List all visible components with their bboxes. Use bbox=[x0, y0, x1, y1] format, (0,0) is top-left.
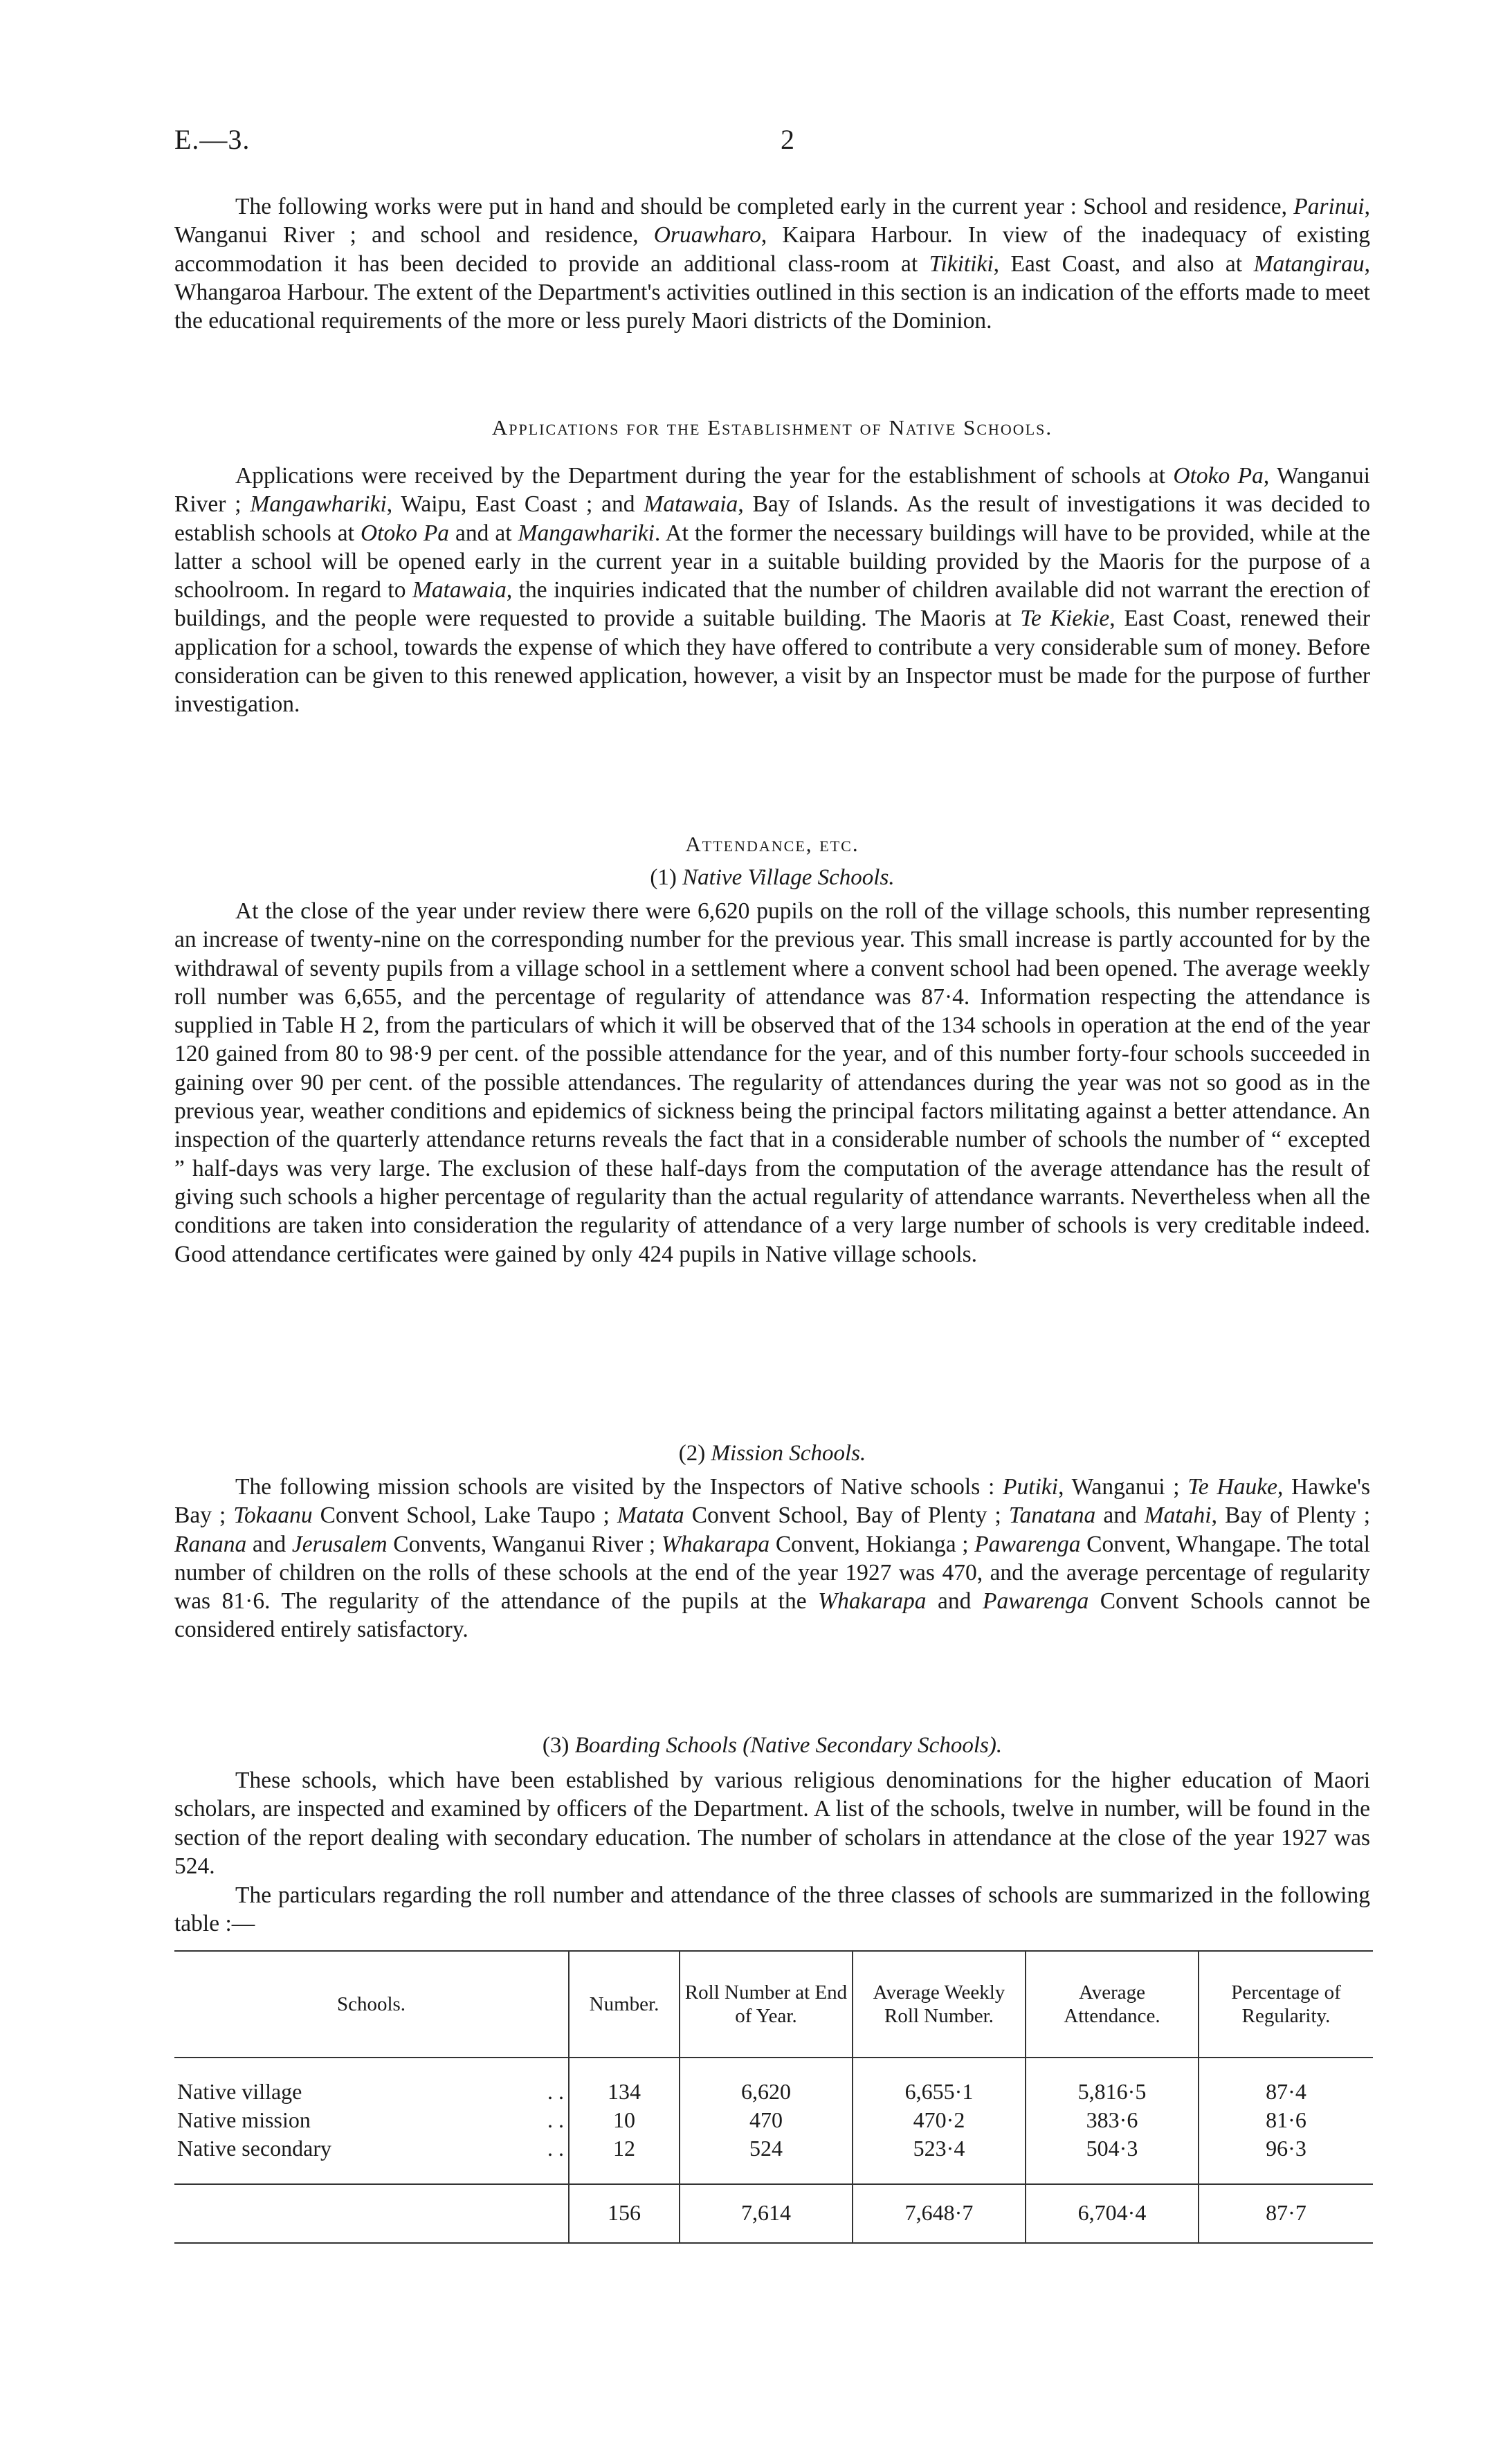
paragraph-boarding-schools bbox=[174, 1766, 1370, 1880]
total-weekly-cell: 7,648·7 bbox=[853, 2184, 1026, 2243]
table-row bbox=[174, 2106, 1373, 2134]
paragraph-village-schools bbox=[174, 897, 1370, 1269]
text-run: Convent School, Bay of Plenty ; bbox=[684, 1502, 1009, 1529]
italic-place-name: Te Kiekie bbox=[1020, 606, 1110, 632]
text-run: At the close of the year under review there were 6,620 pupils on the roll of the village schools, this number representing an increase of twenty-nine on the corresponding number for the previous year. This small increase is partly accounted for by the withdrawal of seventy pupils from a village school in a settlement where a convent school had been opened. The average weekly roll number was 6,655, and the percentage of regularity of attendance was 87·4. Information respecting the attendance is supplied in Table H 2, from the particulars of which it will be observed that of the 134 schools in operation at the end of the year 120 gained from 80 to 98·9 per cent. of the possible attendance for the year, and of this number forty-four schools succeeded in gaining over 90 per cent. of the possible attendances. The regularity of attendances during the year was not so good as in the previous year, weather conditions and epidemics of sickness being the principal factors militating against a better attendance. An inspection of the quarterly attendance returns reveals the fact that in a considerable number of schools the number of “ excepted ” half-days was very large. The exclusion of these half-days from the computation of the average attendance has the result of giving such schools a higher percentage of regularity than the actual regularity of attendance warrants. Nevertheless when all the conditions are taken into consideration the regularity of attendance of a very large number of schools is very creditable indeed. Good attendance certificates were gained by only 424 pupils in Native village schools. bbox=[174, 898, 1370, 1267]
text-run: The particulars regarding the roll number and attendance of the three classes of schools are summarized in the following table :— bbox=[174, 1882, 1370, 1937]
col-header-schools: Schools. bbox=[336, 1993, 406, 2015]
col-header-weekly: Average Weekly Roll Number. bbox=[853, 1951, 1026, 2058]
col-header-regularity: Percentage of Regularity. bbox=[1199, 1951, 1373, 2058]
text-run: , Waipu, East Coast ; and bbox=[386, 491, 644, 518]
text-run: , Bay of Islands. As the result of investigations it was decided to establish schools at bbox=[174, 491, 1371, 546]
text-run: , the inquiries indicated that the number of children available did not warrant the erection of buildings, and the people were requested to provide a suitable building. The Maoris at bbox=[174, 577, 1370, 632]
text-run: Convent Schools cannot be considered entirely satisfactory. bbox=[174, 1588, 1371, 1643]
text-run: , East Coast, and also at bbox=[993, 251, 1254, 277]
total-regularity-cell: 87·7 bbox=[1199, 2184, 1373, 2243]
weekly-cell: 470·2 bbox=[853, 2106, 1026, 2134]
number-cell: 12 bbox=[569, 2134, 680, 2184]
italic-place-name: Whakarapa bbox=[818, 1588, 927, 1615]
total-roll-cell: 7,614 bbox=[680, 2184, 853, 2243]
text-run: Convents, Wanganui River ; bbox=[387, 1531, 662, 1557]
text-run: , Wanganui River ; and school and residence, bbox=[174, 194, 1370, 248]
italic-place-name: Otoko Pa bbox=[360, 520, 450, 546]
text-run: , Bay of Plenty ; bbox=[1211, 1502, 1371, 1529]
italic-place-name: Oruawharo bbox=[653, 222, 761, 248]
table-row bbox=[174, 2058, 1373, 2106]
col-header-roll: Roll Number at End of Year. bbox=[680, 1951, 853, 2058]
italic-place-name: Parinui bbox=[1293, 194, 1365, 219]
leader-dots: . . bbox=[547, 2079, 564, 2104]
text-run: , Hawke's Bay ; bbox=[174, 1474, 1371, 1529]
italic-place-name: Ranana bbox=[174, 1531, 247, 1557]
text-run: Applications were received by the Department during the year for the establishment of schools at bbox=[235, 463, 1174, 489]
text-run: The following mission schools are visited by the Inspectors of Native schools : bbox=[235, 1474, 1003, 1500]
total-label-cell bbox=[174, 2184, 569, 2243]
italic-place-name: Te Hauke bbox=[1187, 1474, 1277, 1500]
paragraph-works bbox=[174, 192, 1370, 335]
village-heading-title: Native Village Schools. bbox=[682, 865, 895, 890]
leader-dots: . . bbox=[547, 2107, 564, 2132]
paragraph-applications bbox=[174, 462, 1370, 719]
regularity-cell: 87·4 bbox=[1199, 2058, 1373, 2106]
table-header-row bbox=[174, 1951, 1373, 2058]
page-number: 2 bbox=[781, 124, 794, 155]
col-header-number: Number. bbox=[569, 1951, 680, 2058]
row-name-cell bbox=[174, 2058, 569, 2106]
mission-heading-title: Mission Schools. bbox=[711, 1441, 866, 1466]
table-row bbox=[174, 2134, 1373, 2184]
paragraph-table-intro bbox=[174, 1881, 1370, 1938]
text-run: and bbox=[246, 1531, 292, 1557]
italic-place-name: Matangirau bbox=[1253, 251, 1365, 277]
italic-place-name: Mangawhariki bbox=[250, 491, 387, 518]
heading-boarding-schools bbox=[174, 1732, 1370, 1759]
italic-place-name: Matahi bbox=[1144, 1502, 1212, 1529]
boarding-heading-number: (3) bbox=[542, 1733, 575, 1758]
italic-place-name: Tikitiki bbox=[929, 251, 994, 277]
mission-heading-number: (2) bbox=[678, 1441, 711, 1466]
italic-place-name: Pawarenga bbox=[974, 1531, 1081, 1557]
italic-place-name: Mangawhariki bbox=[518, 520, 655, 546]
col-header-attendance: Average Attendance. bbox=[1026, 1951, 1199, 2058]
italic-place-name: Otoko Pa bbox=[1173, 463, 1264, 489]
text-run: Convent School, Lake Taupo ; bbox=[312, 1502, 617, 1529]
paragraph-mission-schools bbox=[174, 1473, 1370, 1644]
school-class-label: Native mission bbox=[177, 2107, 311, 2132]
roll-cell: 470 bbox=[680, 2106, 853, 2134]
regularity-cell: 81·6 bbox=[1199, 2106, 1373, 2134]
text-run: , Wanganui ; bbox=[1058, 1474, 1188, 1500]
roll-cell: 524 bbox=[680, 2134, 853, 2184]
italic-place-name: Putiki bbox=[1003, 1474, 1059, 1500]
regularity-cell: 96·3 bbox=[1199, 2134, 1373, 2184]
italic-place-name: Matata bbox=[617, 1502, 684, 1529]
row-name-cell bbox=[174, 2106, 569, 2134]
school-class-label: Native village bbox=[177, 2079, 302, 2104]
heading-village-schools bbox=[174, 864, 1370, 891]
text-run: Convent, Whangape. The total number of children on the rolls of these schools at the end of the year 1927 was 470, and the average percentage of regularity was 81·6. The regularity of the attendance of the pupils at the bbox=[174, 1531, 1370, 1615]
heading-attendance: Attendance, etc. bbox=[685, 832, 859, 856]
italic-place-name: Tanatana bbox=[1008, 1502, 1096, 1529]
leader-dots: . . bbox=[547, 2136, 564, 2161]
attendance-cell: 383·6 bbox=[1026, 2106, 1199, 2134]
text-run: and at bbox=[449, 520, 518, 546]
weekly-cell: 523·4 bbox=[853, 2134, 1026, 2184]
roll-cell: 6,620 bbox=[680, 2058, 853, 2106]
italic-place-name: Pawarenga bbox=[983, 1588, 1089, 1615]
text-run: and bbox=[926, 1588, 983, 1615]
italic-place-name: Matawaia bbox=[644, 491, 738, 518]
total-attendance-cell: 6,704·4 bbox=[1026, 2184, 1199, 2243]
italic-place-name: Tokaanu bbox=[233, 1502, 313, 1529]
italic-place-name: Jerusalem bbox=[291, 1531, 388, 1557]
text-run: . At the former the necessary buildings will have to be provided, while at the latter a school will be opened early in the current year in a suitable building provided by the Maoris for the purpose of a schoolroom. In regard to bbox=[174, 520, 1370, 603]
text-run: These schools, which have been established by various religious denominations for the higher education of Maori scholars, are inspected and examined by officers of the Department. A list of the schools, twelve in number, will be found in the section of the report dealing with secondary education. The number of scholars in attendance at the close of the year 1927 was 524. bbox=[174, 1768, 1370, 1879]
attendance-cell: 5,816·5 bbox=[1026, 2058, 1199, 2106]
attendance-cell: 504·3 bbox=[1026, 2134, 1199, 2184]
weekly-cell: 6,655·1 bbox=[853, 2058, 1026, 2106]
table-total-row bbox=[174, 2184, 1373, 2243]
number-cell: 10 bbox=[569, 2106, 680, 2134]
text-run: , East Coast, renewed their application for a school, towards the expense of which they have offered to contribute a very considerable sum of money. Before consideration can be given to this renewed application, however, a visit by an Inspector must be made for the purpose of further investigation. bbox=[174, 606, 1370, 718]
total-number-cell: 156 bbox=[569, 2184, 680, 2243]
school-class-label: Native secondary bbox=[177, 2136, 332, 2161]
number-cell: 134 bbox=[569, 2058, 680, 2106]
boarding-heading-title: Boarding Schools (Native Secondary Schools). bbox=[574, 1733, 1003, 1758]
report-reference: E.—3. bbox=[174, 124, 251, 155]
heading-mission-schools bbox=[174, 1440, 1370, 1467]
heading-applications: Applications for the Establishment of Native Schools. bbox=[491, 415, 1053, 439]
attendance-table bbox=[174, 1950, 1373, 2244]
text-run: , Whangaroa Harbour. The extent of the Department's activities outlined in this section is an indication of the efforts made to meet the educational requirements of the more or less purely Maori districts of the Dominion. bbox=[174, 251, 1370, 334]
village-heading-number: (1) bbox=[650, 865, 683, 890]
text-run: and bbox=[1095, 1502, 1145, 1529]
row-name-cell bbox=[174, 2134, 569, 2184]
text-run: Convent, Hokianga ; bbox=[769, 1531, 975, 1557]
text-run: , Kaipara Harbour. In view of the inadequacy of existing accommodation it has been decided to provide an additional class-room at bbox=[174, 222, 1370, 277]
text-run: , Wanganui River ; bbox=[174, 463, 1370, 518]
italic-place-name: Whakarapa bbox=[661, 1531, 770, 1557]
text-run: The following works were put in hand and should be completed early in the current year : School and residence, bbox=[235, 194, 1294, 219]
italic-place-name: Matawaia bbox=[412, 577, 507, 603]
